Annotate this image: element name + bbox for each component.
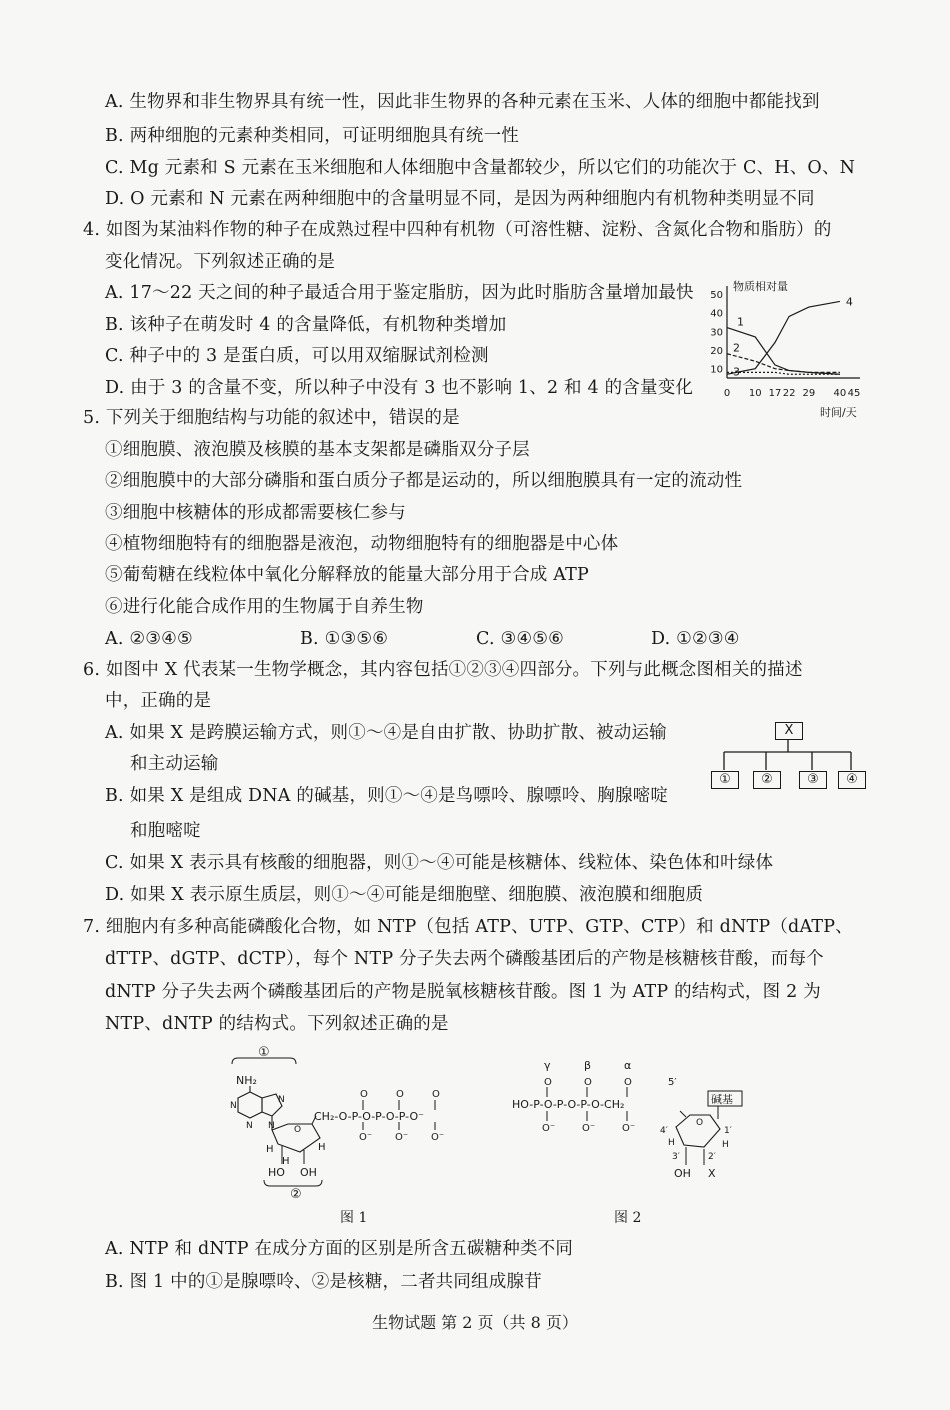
q4-option-d: D. 由于 3 的含量不变，所以种子中没有 3 也不影响 1、2 和 4 的含量变化 <box>105 378 694 398</box>
concept-root-x: X <box>775 722 803 740</box>
svg-text:O: O <box>360 1089 368 1100</box>
y-tick-label: 40 <box>710 308 723 320</box>
x-tick-label: 22 <box>782 388 796 399</box>
q5-statement-6: ⑥进行化能合成作用的生物属于自养生物 <box>105 597 424 617</box>
svg-text:O: O <box>432 1089 440 1100</box>
x-tick-label: 45 <box>847 388 861 399</box>
series-label-1: 1 <box>737 315 744 329</box>
fig1-ho: HO <box>268 1166 285 1179</box>
q5-option-a: A. ②③④⑤ <box>105 629 193 649</box>
q4-line-chart <box>700 278 875 418</box>
fig1-oh: OH <box>300 1166 317 1179</box>
svg-text:O⁻: O⁻ <box>359 1132 373 1143</box>
fig1-phosphate-chain: CH₂-O-P-O-P-O-P-O⁻ <box>314 1110 424 1123</box>
q6-option-a-cont: 和主动运输 <box>130 754 219 774</box>
x-tick-label: 40 <box>833 388 847 399</box>
fig1-caption: 图 1 <box>340 1210 368 1226</box>
q5-statement-1: ①细胞膜、液泡膜及核膜的基本支架都是磷脂双分子层 <box>105 440 530 460</box>
q3-option-d: D. O 元素和 N 元素在两种细胞中的含量明显不同，是因为两种细胞内有机物种类明显不同 <box>105 189 815 209</box>
y-tick-label: 30 <box>710 327 723 339</box>
q4-option-b: B. 该种子在萌发时 4 的含量降低，有机物种类增加 <box>105 315 507 335</box>
fig2-gamma: γ <box>544 1059 551 1072</box>
q5-option-c: C. ③④⑤⑥ <box>476 629 565 649</box>
q3-option-c: C. Mg 元素和 S 元素在玉米细胞和人体细胞中含量都较少，所以它们的功能次于 C、H、O、N <box>105 158 856 178</box>
q4-stem: 4. 如图为某油料作物的种子在成熟过程中四种有机物（可溶性糖、淀粉、含氮化合物和脂肪）的 <box>83 220 832 240</box>
fig1-label-2: ② <box>290 1187 302 1200</box>
q6-stem-cont: 中，正确的是 <box>105 691 212 711</box>
svg-text:O: O <box>624 1077 632 1088</box>
q5-option-b: B. ①③⑤⑥ <box>300 629 389 649</box>
fig2-caption: 图 2 <box>614 1210 642 1226</box>
fig2-c3: 3′ <box>672 1152 680 1162</box>
q6-concept-diagram <box>708 720 868 795</box>
fig2-base: 碱基 <box>711 1093 733 1106</box>
series-line-1 <box>727 328 840 375</box>
q4-stem-cont: 变化情况。下列叙述正确的是 <box>105 252 336 272</box>
svg-text:O⁻: O⁻ <box>582 1123 596 1134</box>
concept-leaf-3: ③ <box>799 771 827 789</box>
fig1-h-2: H <box>318 1142 326 1153</box>
q6-option-c: C. 如果 X 表示具有核酸的细胞器，则①～④可能是核糖体、线粒体、染色体和叶绿体 <box>105 853 774 873</box>
y-tick-label: 20 <box>710 346 723 357</box>
fig2-x: X <box>708 1167 716 1180</box>
fig2-h-2: H <box>722 1140 729 1150</box>
svg-text:O⁻: O⁻ <box>395 1132 409 1143</box>
fig1-h-1: H <box>266 1144 274 1155</box>
x-tick-label: 10 <box>748 388 762 399</box>
fig2-c4: 4′ <box>660 1126 668 1136</box>
fig2-beta: β <box>584 1059 592 1072</box>
q3-option-b: B. 两种细胞的元素种类相同，可证明细胞具有统一性 <box>105 126 519 146</box>
fig1-nh2: NH₂ <box>236 1074 257 1087</box>
page-footer: 生物试题 第 2 页（共 8 页） <box>372 1313 578 1332</box>
q6-stem: 6. 如图中 X 代表某一生物学概念，其内容包括①②③④四部分。下列与此概念图相关的描述 <box>83 660 803 680</box>
fig2-h-1: H <box>668 1138 675 1148</box>
q3-option-a: A. 生物界和非生物界具有统一性，因此非生物界的各种元素在玉米、人体的细胞中都能找到 <box>105 92 820 112</box>
svg-text:O: O <box>584 1077 592 1088</box>
fig2-phosphate-chain: HO-P-O-P-O-P-O-CH₂ <box>512 1098 625 1111</box>
svg-text:N: N <box>246 1121 253 1131</box>
q7-stem-3: dNTP 分子失去两个磷酸基团后的产物是脱氧核糖核苷酸。图 1 为 ATP 的结构式，图 2 为 <box>105 982 821 1002</box>
series-line-2 <box>727 354 840 373</box>
fig2-c2: 2′ <box>708 1152 716 1162</box>
q7-stem-1: 7. 细胞内有多种高能磷酸化合物，如 NTP（包括 ATP、UTP、GTP、CTP）和 dNTP（dATP、 <box>83 917 853 937</box>
series-label-2: 2 <box>733 341 740 355</box>
series-line-4 <box>727 301 840 374</box>
x-tick-label: 0 <box>723 388 731 399</box>
q6-option-b-cont: 和胞嘧啶 <box>130 821 201 841</box>
svg-text:O: O <box>294 1125 302 1135</box>
q7-stem-4: NTP、dNTP 的结构式。下列叙述正确的是 <box>105 1014 449 1034</box>
svg-text:N: N <box>230 1101 237 1111</box>
series-label-4: 4 <box>845 295 853 309</box>
fig2-c1: 1′ <box>724 1126 732 1136</box>
q5-option-d: D. ①②③④ <box>651 629 740 649</box>
svg-text:N: N <box>278 1095 285 1105</box>
x-tick-label: 17 <box>768 388 782 399</box>
fig2-ntp-structure <box>508 1055 768 1205</box>
q6-option-d: D. 如果 X 表示原生质层，则①～④可能是细胞壁、细胞膜、液泡膜和细胞质 <box>105 885 704 905</box>
fig2-oh: OH <box>674 1167 691 1180</box>
svg-text:N: N <box>268 1121 275 1131</box>
y-tick-label: 10 <box>710 364 723 376</box>
svg-text:O: O <box>696 1118 704 1128</box>
q5-statement-4: ④植物细胞特有的细胞器是液泡，动物细胞特有的细胞器是中心体 <box>105 534 619 554</box>
fig2-c5: 5′ <box>668 1077 677 1088</box>
q7-stem-2: dTTP、dGTP、dCTP），每个 NTP 分子失去两个磷酸基团后的产物是核糖核苷酸，而每个 <box>105 949 824 969</box>
concept-leaf-4: ④ <box>838 771 866 789</box>
fig1-atp-structure <box>220 1040 500 1200</box>
q5-statement-3: ③细胞中核糖体的形成都需要核仁参与 <box>105 503 406 523</box>
svg-text:O: O <box>396 1089 404 1100</box>
q5-statement-5: ⑤葡萄糖在线粒体中氧化分解释放的能量大部分用于合成 ATP <box>105 565 589 585</box>
svg-text:O: O <box>544 1077 552 1088</box>
x-tick-label: 29 <box>802 388 816 399</box>
q5-stem: 5. 下列关于细胞结构与功能的叙述中，错误的是 <box>83 408 460 428</box>
q7-option-a: A. NTP 和 dNTP 在成分方面的区别是所含五碳糖种类不同 <box>105 1239 574 1259</box>
svg-text:O⁻: O⁻ <box>431 1132 445 1143</box>
svg-text:O⁻: O⁻ <box>542 1123 556 1134</box>
q4-option-c: C. 种子中的 3 是蛋白质，可以用双缩脲试剂检测 <box>105 346 489 366</box>
q5-statement-2: ②细胞膜中的大部分磷脂和蛋白质分子都是运动的，所以细胞膜具有一定的流动性 <box>105 471 743 491</box>
q4-option-a: A. 17～22 天之间的种子最适合用于鉴定脂肪，因为此时脂肪含量增加最快 <box>105 283 694 303</box>
y-axis-label: 物质相对量 <box>733 280 788 293</box>
q6-option-b: B. 如果 X 是组成 DNA 的碱基，则①～④是鸟嘌呤、腺嘌呤、胸腺嘧啶 <box>105 786 669 806</box>
x-axis-label: 时间/天 <box>820 406 857 418</box>
q7-option-b: B. 图 1 中的①是腺嘌呤、②是核糖，二者共同组成腺苷 <box>105 1272 542 1292</box>
svg-text:O⁻: O⁻ <box>622 1123 636 1134</box>
fig1-h-3: H <box>282 1156 290 1167</box>
fig1-label-1: ① <box>258 1045 270 1060</box>
concept-leaf-2: ② <box>753 771 781 789</box>
fig2-alpha: α <box>624 1059 632 1072</box>
series-label-3: 3 <box>733 365 740 379</box>
concept-leaf-1: ① <box>711 771 739 789</box>
y-tick-label: 50 <box>710 290 723 301</box>
q6-option-a: A. 如果 X 是跨膜运输方式，则①～④是自由扩散、协助扩散、被动运输 <box>105 723 667 743</box>
